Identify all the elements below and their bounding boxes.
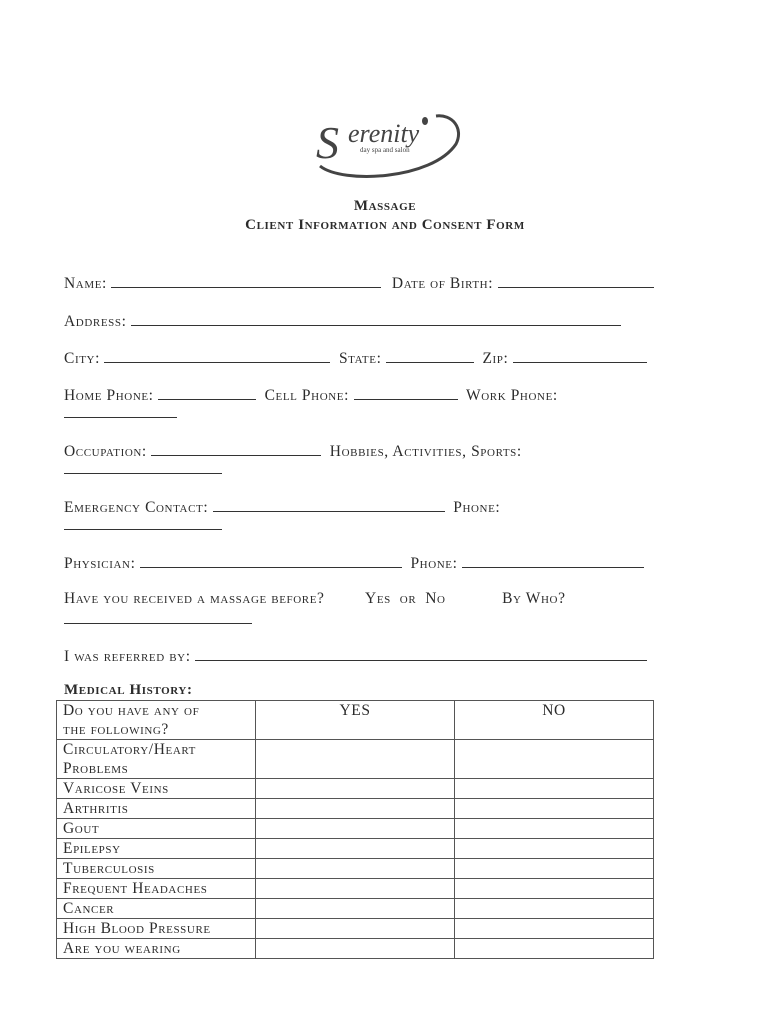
dob-field[interactable] — [498, 273, 654, 288]
cell-phone-label: Cell Phone: — [264, 387, 350, 404]
hobbies-field[interactable] — [64, 472, 222, 474]
no-cell[interactable] — [455, 919, 654, 939]
condition-label: Frequent Headaches — [57, 879, 256, 899]
massage-before-row — [64, 590, 566, 608]
occupation-field[interactable] — [151, 441, 321, 456]
name-label: Name: — [64, 275, 107, 292]
city-label: City: — [64, 350, 100, 367]
name-row — [64, 273, 654, 293]
by-who-label: By Who? — [502, 590, 566, 607]
cell-phone-field[interactable] — [354, 385, 458, 400]
condition-label: Circulatory/Heart Problems — [57, 740, 256, 779]
physician-label: Physician: — [64, 555, 136, 572]
table-row — [57, 819, 654, 839]
yes-cell[interactable] — [256, 859, 455, 879]
name-field[interactable] — [111, 273, 381, 288]
hobbies-label: Hobbies, Activities, Sports: — [329, 443, 522, 460]
serenity-logo — [312, 106, 462, 182]
condition-label: High Blood Pressure — [57, 919, 256, 939]
no-cell[interactable] — [455, 859, 654, 879]
physician-phone-field[interactable] — [462, 553, 644, 568]
header-no: NO — [455, 701, 654, 740]
table-row — [57, 859, 654, 879]
emergency-label: Emergency Contact: — [64, 499, 209, 516]
table-row — [57, 839, 654, 859]
emergency-field[interactable] — [213, 497, 445, 512]
no-cell[interactable] — [455, 740, 654, 779]
by-who-field[interactable] — [64, 622, 252, 624]
referred-field[interactable] — [195, 646, 647, 661]
form-title-line2: Client Information and Consent Form — [245, 217, 525, 233]
phones-row — [64, 385, 558, 405]
state-field[interactable] — [386, 348, 474, 363]
state-label: State: — [338, 350, 382, 367]
condition-label: Gout — [57, 819, 256, 839]
physician-row — [64, 553, 644, 573]
massage-before-label: Have you received a massage before? — [64, 590, 325, 607]
referred-row — [64, 646, 647, 666]
no-cell[interactable] — [455, 819, 654, 839]
home-phone-field[interactable] — [158, 385, 256, 400]
yes-or-no-option[interactable]: Yes or No — [365, 590, 446, 607]
emergency-row — [64, 497, 500, 517]
table-row — [57, 919, 654, 939]
yes-cell[interactable] — [256, 779, 455, 799]
referred-label: I was referred by: — [64, 648, 191, 665]
header-question: Do you have any of the following? — [57, 701, 256, 740]
table-row — [57, 879, 654, 899]
city-field[interactable] — [104, 348, 330, 363]
zip-label: Zip: — [482, 350, 509, 367]
occupation-row — [64, 441, 522, 461]
condition-label: Cancer — [57, 899, 256, 919]
no-cell[interactable] — [455, 879, 654, 899]
address-label: Address: — [64, 313, 127, 330]
yes-cell[interactable] — [256, 919, 455, 939]
yes-cell[interactable] — [256, 799, 455, 819]
dob-label: Date of Birth: — [391, 275, 494, 292]
no-cell[interactable] — [455, 899, 654, 919]
no-cell[interactable] — [455, 799, 654, 819]
zip-field[interactable] — [513, 348, 647, 363]
yes-cell[interactable] — [256, 939, 455, 959]
condition-label: Are you wearing — [57, 939, 256, 959]
address-row — [64, 311, 621, 331]
condition-label: Arthritis — [57, 799, 256, 819]
yes-cell[interactable] — [256, 879, 455, 899]
yes-cell[interactable] — [256, 839, 455, 859]
yes-cell[interactable] — [256, 899, 455, 919]
emergency-phone-label: Phone: — [453, 499, 501, 516]
table-row — [57, 899, 654, 919]
physician-phone-label: Phone: — [410, 555, 458, 572]
table-row — [57, 799, 654, 819]
form-title-line1: Massage — [353, 198, 417, 214]
address-field[interactable] — [131, 311, 621, 326]
condition-label: Tuberculosis — [57, 859, 256, 879]
table-header-row — [57, 701, 654, 740]
emergency-phone-field[interactable] — [64, 528, 222, 530]
city-row — [64, 348, 647, 368]
table-row — [57, 779, 654, 799]
medical-history-heading: Medical History: — [64, 682, 193, 698]
work-phone-field[interactable] — [64, 416, 177, 418]
condition-label: Epilepsy — [57, 839, 256, 859]
table-row — [57, 740, 654, 779]
yes-cell[interactable] — [256, 740, 455, 779]
physician-field[interactable] — [140, 553, 402, 568]
medical-history-table — [56, 700, 654, 959]
no-cell[interactable] — [455, 779, 654, 799]
no-cell[interactable] — [455, 839, 654, 859]
occupation-label: Occupation: — [64, 443, 147, 460]
home-phone-label: Home Phone: — [64, 387, 154, 404]
work-phone-label: Work Phone: — [465, 387, 558, 404]
yes-cell[interactable] — [256, 819, 455, 839]
logo-initial: S — [316, 117, 339, 168]
logo-brand: erenity — [348, 119, 420, 148]
logo-tagline: day spa and salon — [360, 146, 410, 154]
no-cell[interactable] — [455, 939, 654, 959]
condition-label: Varicose Veins — [57, 779, 256, 799]
table-row — [57, 939, 654, 959]
header-yes: YES — [256, 701, 455, 740]
